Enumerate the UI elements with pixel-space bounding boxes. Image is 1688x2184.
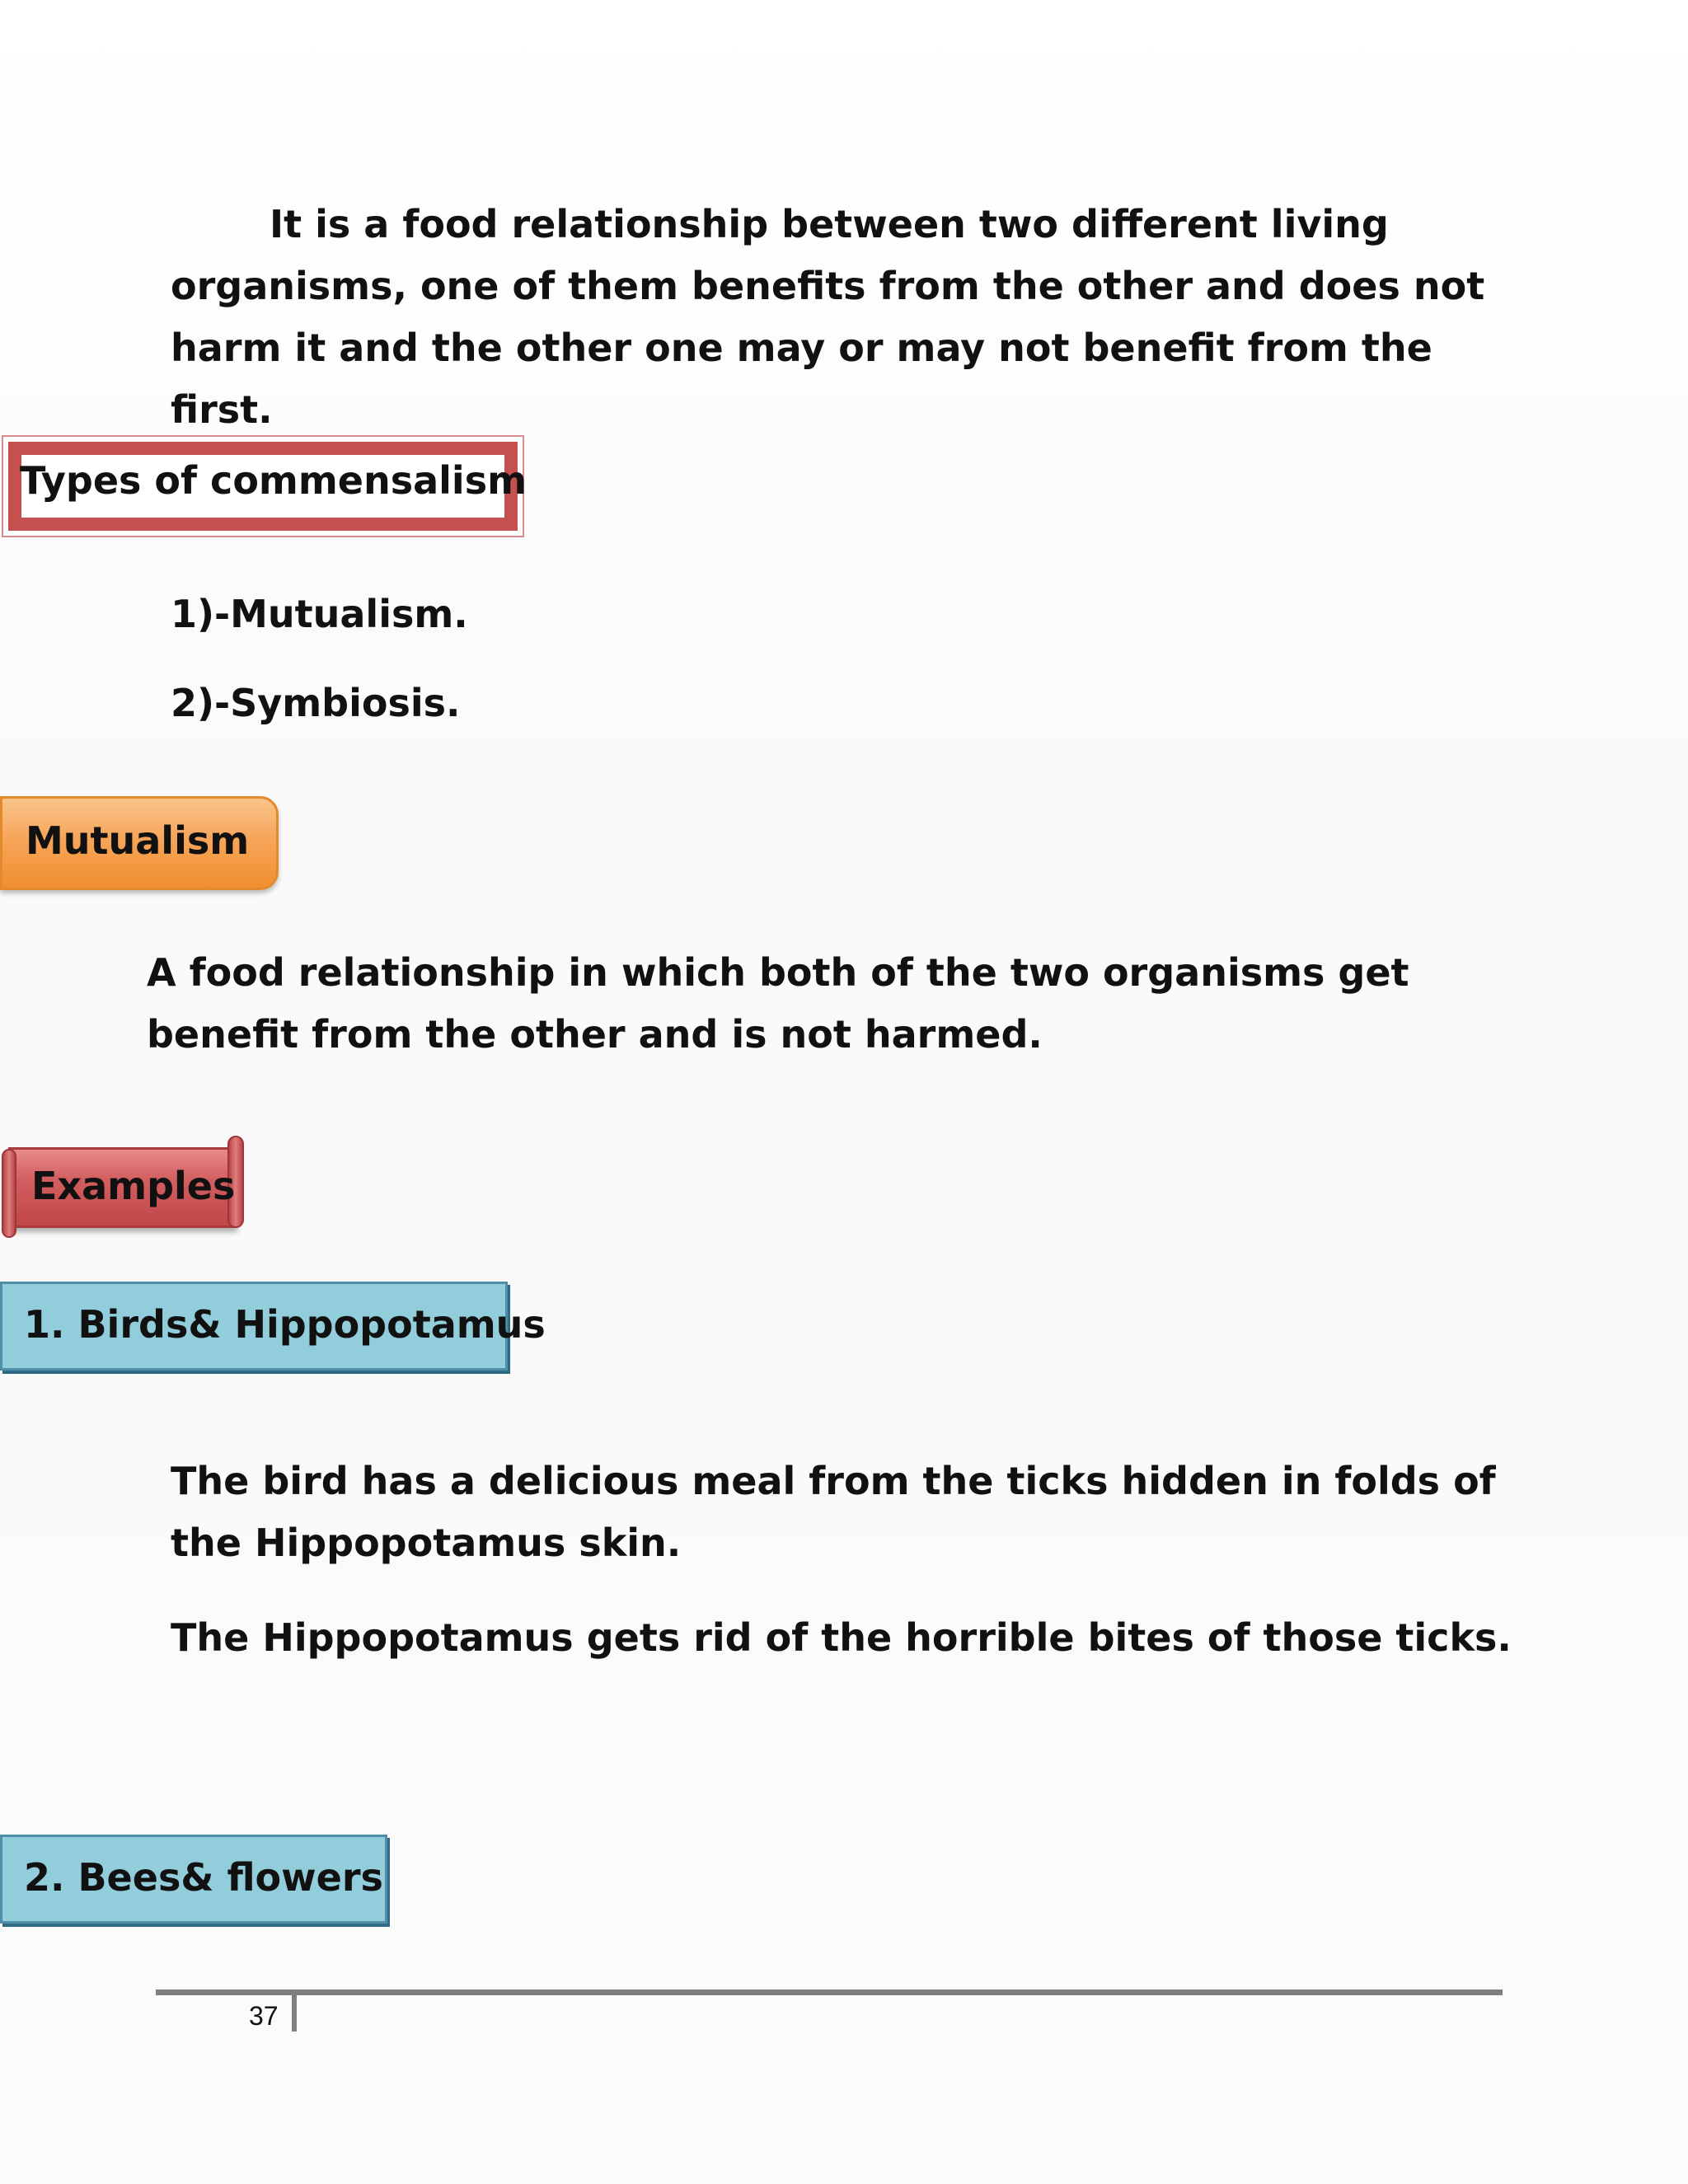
- footer-rule: [156, 1990, 1503, 1995]
- example-1-text-hippo: The Hippopotamus gets rid of the horrible bites of those ticks.: [171, 1615, 1512, 1660]
- examples-scroll-banner: [0, 1136, 246, 1238]
- example-2-title: 2. Bees& flowers: [24, 1855, 383, 1900]
- example-1-title: 1. Birds& Hippopotamus: [24, 1302, 546, 1347]
- intro-paragraph: It is a food relationship between two different living organisms, one of them benefits from the other and does not harm it and the other one may or may not benefit from the first.: [171, 202, 1485, 432]
- list-item-mutualism: 1)-Mutualism.: [171, 592, 468, 636]
- examples-heading: Examples: [31, 1164, 236, 1208]
- footer-divider: [292, 1995, 297, 2032]
- mutualism-definition: A food relationship in which both of the two organisms get benefit from the other and is not harmed.: [147, 950, 1409, 1057]
- mutualism-heading-badge: [0, 796, 279, 890]
- page-number: 37: [249, 2001, 279, 2031]
- example-1-header: [0, 1282, 546, 1371]
- types-heading-box: [2, 435, 528, 537]
- scroll-curl-left: [2, 1149, 16, 1238]
- types-heading: Types of commensalism: [20, 458, 528, 503]
- mutualism-heading: Mutualism: [26, 818, 250, 863]
- list-item-symbiosis: 2)-Symbiosis.: [171, 681, 461, 725]
- example-1-text-bird: The bird has a delicious meal from the ticks hidden in folds of the Hippopotamus skin.: [171, 1459, 1496, 1565]
- example-2-header: [0, 1835, 387, 1924]
